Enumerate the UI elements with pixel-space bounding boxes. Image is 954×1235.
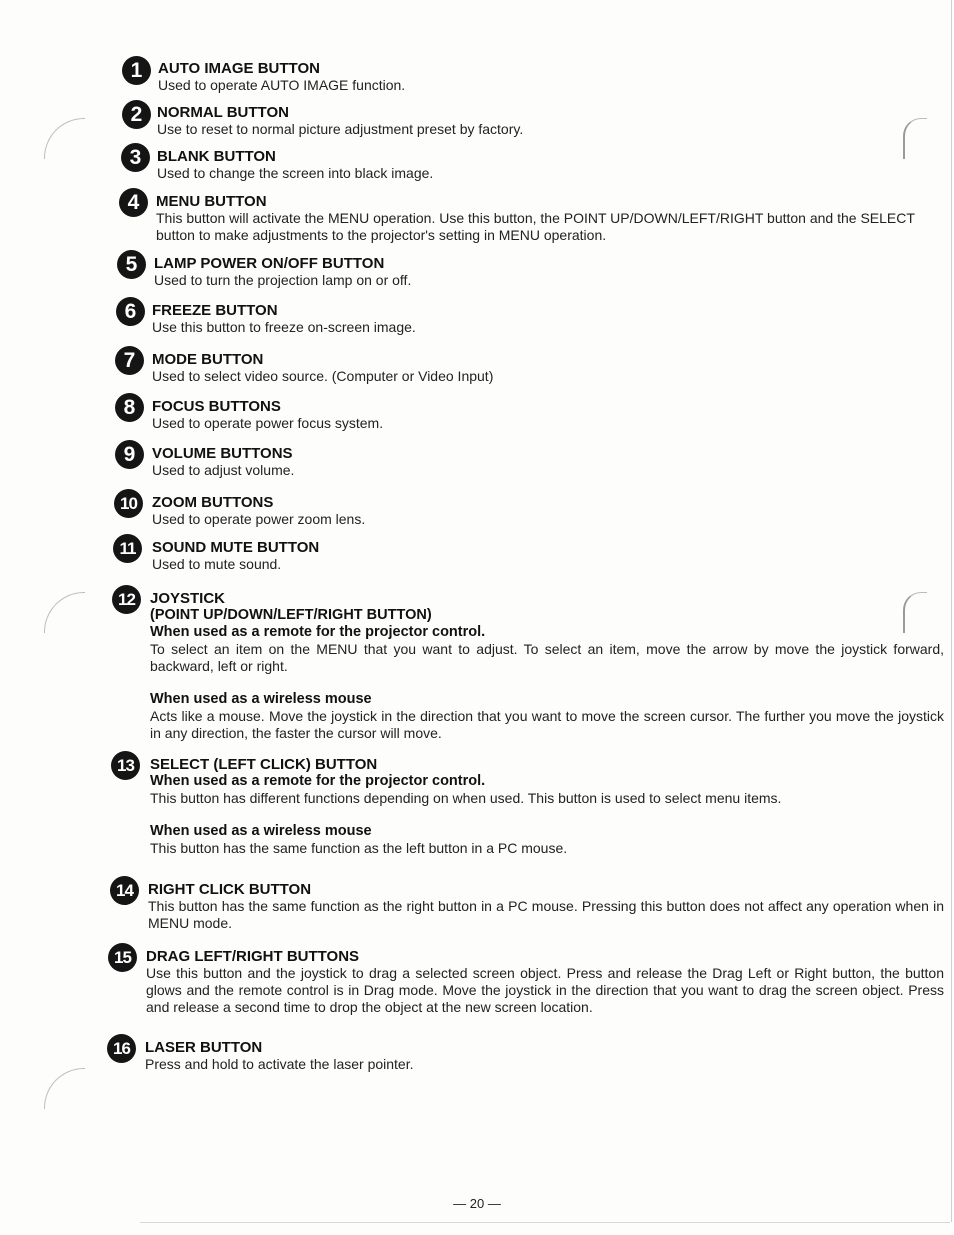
item-title: DRAG LEFT/RIGHT BUTTONS xyxy=(146,948,360,965)
item-description: Press and hold to activate the laser pointer. xyxy=(145,1056,414,1072)
item-description: Use to reset to normal picture adjustment preset by factory. xyxy=(157,121,524,137)
binder-hole-mark xyxy=(44,118,85,159)
item-description: This button has the same function as the right button in a PC mouse. Pressing this button does not affect any operation when in MENU mode. xyxy=(148,898,944,931)
item-description: Used to mute sound. xyxy=(152,556,282,572)
item-number-badge: 5 xyxy=(117,250,146,279)
item-number-badge: 7 xyxy=(115,346,144,375)
binder-hole-mark xyxy=(44,592,85,633)
item-description: Used to turn the projection lamp on or off. xyxy=(154,272,412,288)
item-freeze xyxy=(152,302,944,336)
item-description: Use this button and the joystick to drag a selected screen object. Press and release the Drag Left or Right button, the button glows and the remote control is in Drag mode. Move the joystick in the direction that you want to drag the screen object. Press and release a second time to drop the object at the new screen location. xyxy=(146,965,944,1015)
item-title: RIGHT CLICK BUTTON xyxy=(148,881,312,898)
item-title: FREEZE BUTTON xyxy=(152,302,278,319)
item-number-badge: 11 xyxy=(113,534,142,563)
item-title: BLANK BUTTON xyxy=(157,148,276,165)
remote-heading: When used as a remote for the projector control. xyxy=(150,773,486,789)
item-number-badge: 14 xyxy=(110,876,139,905)
item-number-badge: 13 xyxy=(111,751,140,780)
item-number-badge: 1 xyxy=(122,56,151,85)
binder-hole-mark xyxy=(44,1068,85,1109)
item-menu xyxy=(156,193,944,244)
mouse-description: This button has the same function as the left button in a PC mouse. xyxy=(150,840,568,856)
mouse-description: Acts like a mouse. Move the joystick in the direction that you want to move the screen cursor. The further you move the joystick in any direction, the faster the cursor will move. xyxy=(150,708,944,741)
item-description: Used to operate power zoom lens. xyxy=(152,511,366,527)
item-joystick xyxy=(150,590,944,742)
item-number-badge: 8 xyxy=(115,393,144,422)
remote-description: This button has different functions depending on when used. This button is used to select menu items. xyxy=(150,790,782,806)
item-description: Used to adjust volume. xyxy=(152,462,295,478)
scan-edge xyxy=(140,1222,950,1223)
item-title: LAMP POWER ON/OFF BUTTON xyxy=(154,255,385,272)
mouse-heading: When used as a wireless mouse xyxy=(150,691,372,707)
item-select-left-click xyxy=(150,756,944,857)
remote-description: To select an item on the MENU that you want to adjust. To select an item, move the arrow by move the joystick forward, backward, left or right. xyxy=(150,641,944,674)
item-normal xyxy=(157,104,944,138)
scan-edge xyxy=(951,0,952,1222)
item-number-badge: 15 xyxy=(108,943,137,972)
item-title: MODE BUTTON xyxy=(152,351,264,368)
mouse-heading: When used as a wireless mouse xyxy=(150,823,372,839)
item-sound-mute xyxy=(152,539,944,573)
item-mode xyxy=(152,351,944,385)
remote-heading: When used as a remote for the projector control. xyxy=(150,624,486,640)
item-drag xyxy=(146,948,944,1016)
item-number-badge: 3 xyxy=(121,143,150,172)
item-blank xyxy=(157,148,944,182)
item-right-click xyxy=(148,881,944,932)
item-number-badge: 12 xyxy=(112,585,141,614)
item-description: This button will activate the MENU operation. Use this button, the POINT UP/DOWN/LEFT/RIGHT button and the SELECT button to make adjustments to the projector's setting in MENU operation. xyxy=(156,210,915,243)
item-number-badge: 6 xyxy=(116,297,145,326)
item-zoom xyxy=(152,494,944,528)
item-title: ZOOM BUTTONS xyxy=(152,494,274,511)
item-lamp-power xyxy=(154,255,944,289)
item-subtitle: (POINT UP/DOWN/LEFT/RIGHT BUTTON) xyxy=(150,607,432,623)
item-title: JOYSTICK xyxy=(150,590,226,607)
item-title: MENU BUTTON xyxy=(156,193,267,210)
item-number-badge: 16 xyxy=(107,1034,136,1063)
item-title: VOLUME BUTTONS xyxy=(152,445,293,462)
item-description: Use this button to freeze on-screen image. xyxy=(152,319,416,335)
item-focus xyxy=(152,398,944,432)
item-description: Used to select video source. (Computer or Video Input) xyxy=(152,368,494,384)
item-title: SOUND MUTE BUTTON xyxy=(152,539,320,556)
item-auto-image xyxy=(158,60,944,94)
item-number-badge: 2 xyxy=(122,100,151,129)
item-description: Used to change the screen into black image. xyxy=(157,165,434,181)
item-volume xyxy=(152,445,944,479)
item-title: NORMAL BUTTON xyxy=(157,104,289,121)
item-description: Used to operate AUTO IMAGE function. xyxy=(158,77,406,93)
item-title: LASER BUTTON xyxy=(145,1039,263,1056)
item-laser xyxy=(145,1039,944,1073)
item-number-badge: 10 xyxy=(114,489,143,518)
item-number-badge: 9 xyxy=(115,440,144,469)
page-number: — 20 — xyxy=(453,1196,501,1211)
item-title: FOCUS BUTTONS xyxy=(152,398,281,415)
item-number-badge: 4 xyxy=(119,188,148,217)
item-description: Used to operate power focus system. xyxy=(152,415,384,431)
item-title: SELECT (LEFT CLICK) BUTTON xyxy=(150,756,378,773)
item-title: AUTO IMAGE BUTTON xyxy=(158,60,320,77)
